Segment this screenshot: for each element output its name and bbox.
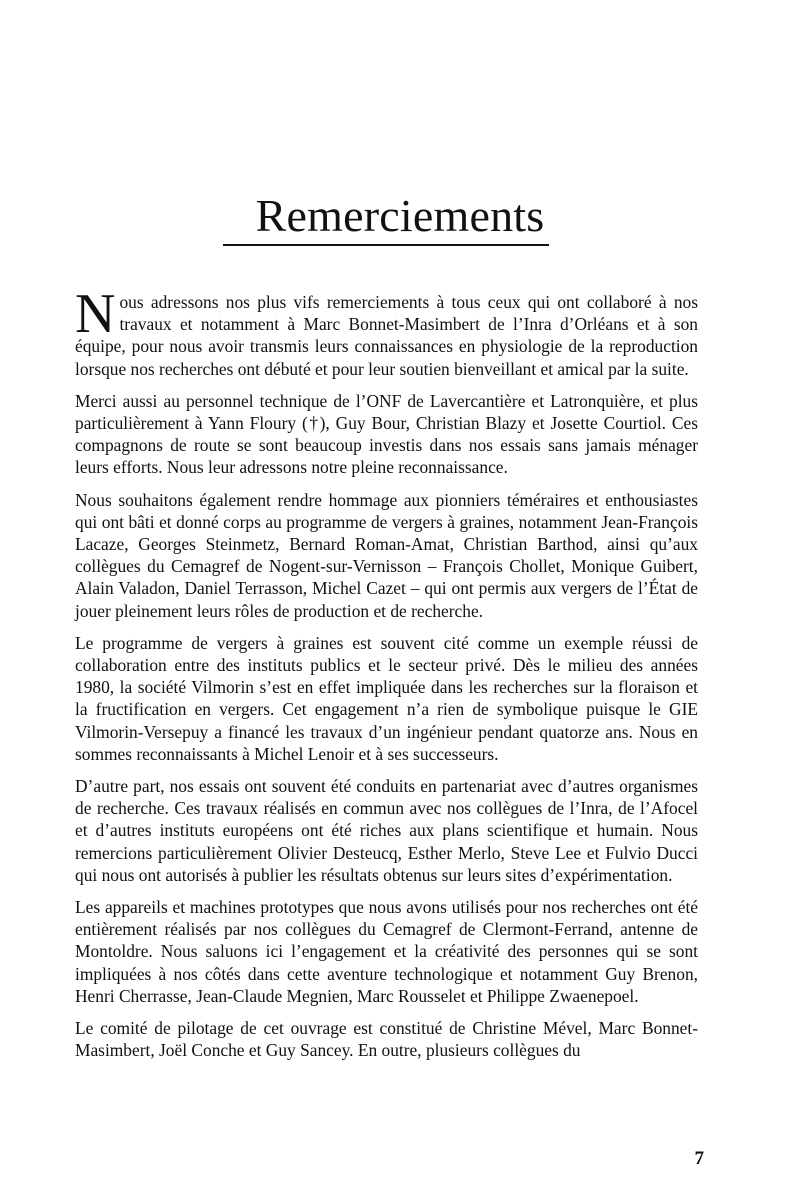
page-title: Remerciements (255, 190, 545, 241)
page-number: 7 (694, 1148, 704, 1169)
paragraph-intro (75, 283, 698, 380)
paragraph-pioneers: Nous souhaitons également rendre hommage aux pionniers téméraires et enthousiastes qui ont bâti et donné corps au programme de vergers à graines, notamment Jean-François Lacaze, Georges Steinmetz, Bernard Roman-Amat, Christian Barthod, ainsi qu’aux collègues du Cemagref de Nogent-sur-Vernisson – François Chollet, Monique Guibert, Alain Valadon, Daniel Terrasson, Michel Cazet – qui ont permis aux vergers de l’État de jouer pleinement leurs rôles de production et de recherche. (75, 489, 698, 621)
paragraph-onf-staff: Merci aussi au personnel technique de l’ONF de Lavercantière et Latronquière, et plus particulièrement à Yann Floury (†), Guy Bour, Christian Blazy et Josette Courtiol. Ces compagnons de route se sont beaucoup investis dans nos essais sans jamais ménager leurs efforts. Nous leur adressons notre pleine reconnaissance. (75, 390, 698, 478)
body-text (75, 283, 698, 1072)
title-underline-rule (223, 244, 549, 246)
paragraph-partners: D’autre part, nos essais ont souvent été conduits en partenariat avec d’autres organismes de recherche. Ces travaux réalisés en commun avec nos collègues de l’Inra, de l’Afocel et d’autres instituts européens ont été riches aux plans scientifique et humain. Nous remercions particulièrement Olivier Desteucq, Esther Merlo, Steve Lee et Fulvio Ducci qui nous ont autorisés à publier les résultats obtenus sur leurs sites d’expérimentation. (75, 776, 698, 885)
drop-cap-letter: N (75, 283, 116, 345)
paragraph-intro-text: ous adressons nos plus vifs remerciements à tous ceux qui ont collaboré à nos travaux et notamment à Marc Bonnet-Masimbert de l’Inra d’Orléans et à son équipe, pour nous avoir transmis leurs connaissances en physiologie de la reproduction lorsque nos recherches ont débuté et pour leur soutien bienveillant et amical par la suite. (75, 292, 698, 379)
paragraph-prototypes: Les appareils et machines prototypes que nous avons utilisés pour nos recherches ont été entièrement réalisés par nos collègues du Cemagref de Clermont-Ferrand, antenne de Montoldre. Nous saluons ici l’engagement et la créativité des personnes qui se sont impliquées à nos côtés dans cette aventure technologique et notamment Guy Brenon, Henri Cherrasse, Jean-Claude Megnien, Marc Rousselet et Philippe Zwaenepoel. (75, 897, 698, 1006)
paragraph-steering-committee: Le comité de pilotage de cet ouvrage est constitué de Christine Mével, Marc Bonnet-Masimbert, Joël Conche et Guy Sancey. En outre, plusieurs collègues du (75, 1018, 698, 1061)
paragraph-vilmorin: Le programme de vergers à graines est souvent cité comme un exemple réussi de collaboration entre des instituts publics et le secteur privé. Dès le milieu des années 1980, la société Vilmorin s’est en effet impliquée dans les recherches sur la floraison et la fructification en vergers. Cet engagement n’a rien de symbolique puisque le GIE Vilmorin-Versepuy a financé les travaux d’un ingénieur pendant quatorze ans. Nous en sommes reconnaissants à Michel Lenoir et à ses successeurs. (75, 632, 698, 764)
